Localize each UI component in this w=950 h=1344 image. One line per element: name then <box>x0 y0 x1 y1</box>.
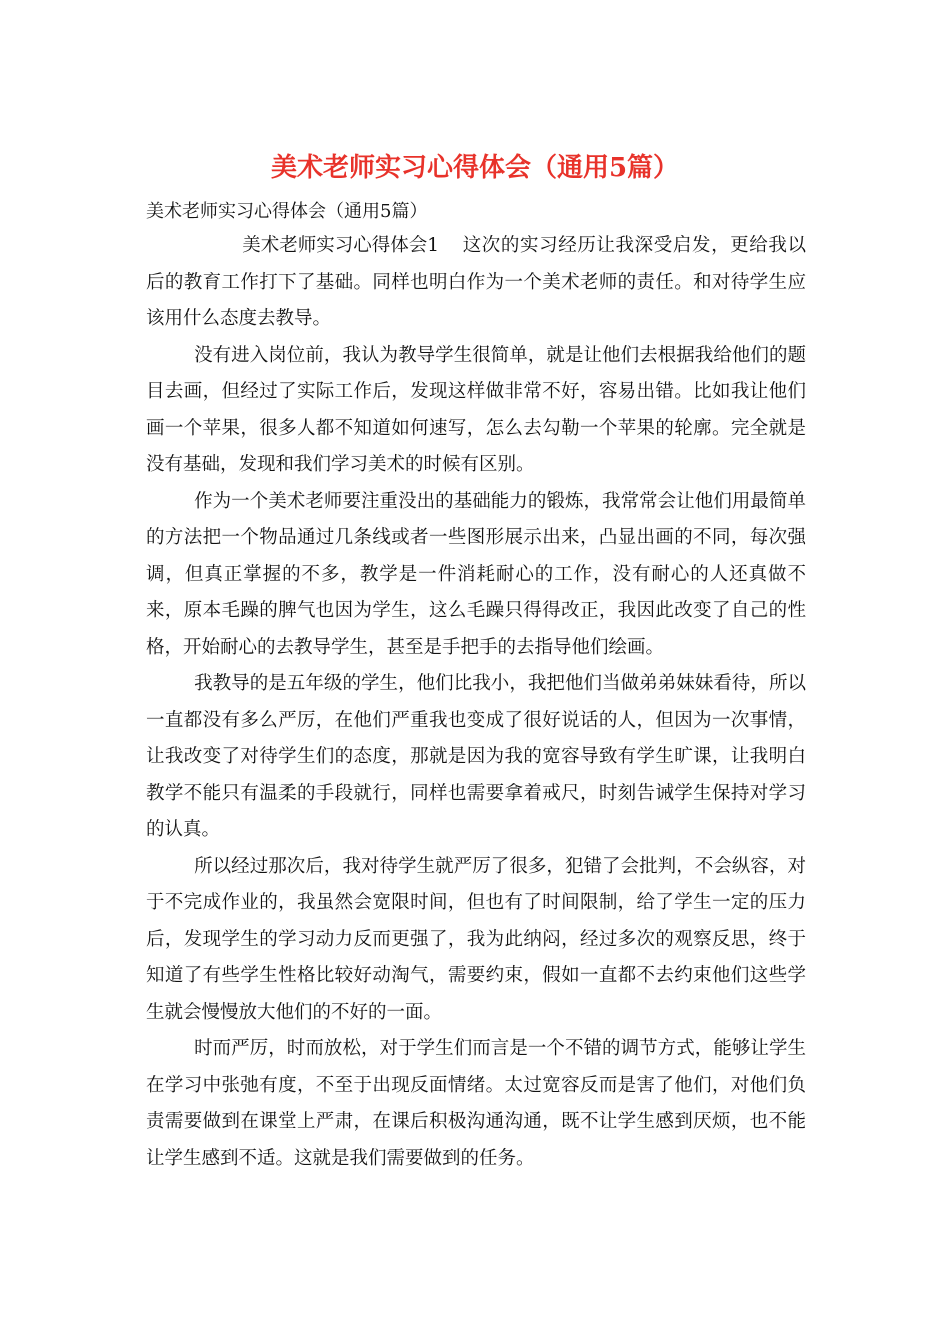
paragraph-4: 我教导的是五年级的学生，他们比我小，我把他们当做弟弟妹妹看待，所以一直都没有多么严厉，在他们严重我也变成了很好说话的人，但因为一次事情，让我改变了对待学生们的态度，那就是因为我的宽容导致有学生旷课，让我明白教学不能只有温柔的手段就行，同样也需要拿着戒尺，时刻告诫学生保持对学习的认真。 <box>146 673 806 840</box>
paragraph-3: 作为一个美术老师要注重没出的基础能力的锻炼，我常常会让他们用最简单的方法把一个物品通过几条线或者一些图形展示出来，凸显出画的不同，每次强调，但真正掌握的不多，教学是一件消耗耐心的工作，没有耐心的人还真做不来，原本毛躁的脾气也因为学生，这么毛躁只得得改正，我因此改变了自己的性格，开始耐心的去教导学生，甚至是手把手的去指导他们绘画。 <box>146 490 806 658</box>
paragraph-5: 所以经过那次后，我对待学生就严厉了很多，犯错了会批判，不会纵容，对于不完成作业的，我虽然会宽限时间，但也有了时间限制，给了学生一定的压力后，发现学生的学习动力反而更强了，我为此纳闷，经过多次的观察反思，终于知道了有些学生性格比较好动淘气，需要约束，假如一直都不去约束他们这些学生就会慢慢放大他们的不好的一面。 <box>146 855 806 1023</box>
paragraph-text: 这次的实习经历让我深受启发，更给我以后的教育工作打下了基础。同样也明白作为一个美术老师的责任。和对待学生应该用什么态度去教导。 <box>146 235 806 329</box>
document-body <box>146 228 806 1177</box>
document-subtitle: 美术老师实习心得体会（通用5篇） <box>146 201 428 222</box>
paragraph-2: 没有进入岗位前，我认为教导学生很简单，就是让他们去根据我给他们的题目去画，但经过了实际工作后，发现这样做非常不好，容易出错。比如我让他们画一个苹果，很多人都不知道如何速写，怎么去勾勒一个苹果的轮廓。完全就是没有基础，发现和我们学习美术的时候有区别。 <box>146 344 806 475</box>
paragraph-1 <box>146 228 806 338</box>
document-title: 美术老师实习心得体会（通用5篇） <box>270 153 680 183</box>
paragraph-6: 时而严厉，时而放松，对于学生们而言是一个不错的调节方式，能够让学生在学习中张弛有度，不至于出现反面情绪。太过宽容反而是害了他们，对他们负责需要做到在课堂上严肃，在课后积极沟通沟通，既不让学生感到厌烦，也不能让学生感到不适。这就是我们需要做到的任务。 <box>146 1038 806 1169</box>
section-heading: 美术老师实习心得体会1 <box>242 235 439 256</box>
